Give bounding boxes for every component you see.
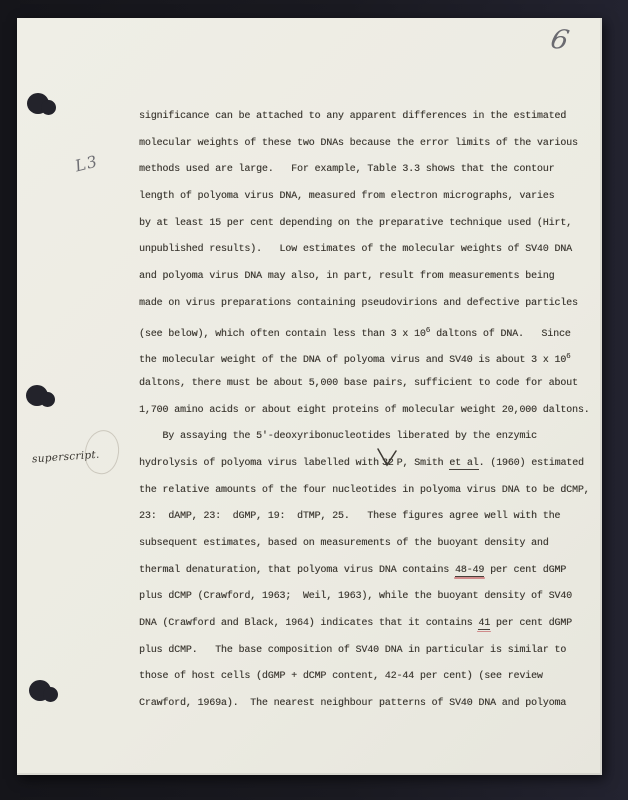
- underlined-et-al: et al: [449, 457, 479, 469]
- faint-pencil-circle: [80, 427, 124, 478]
- margin-note-l3: L3: [73, 151, 100, 176]
- text-line: by at least 15 per cent depending on the preparative technique used (Hirt,: [139, 217, 572, 229]
- text-line: plus dCMP. The base composition of SV40 DNA in particular is similar to: [139, 644, 567, 656]
- text-line: the relative amounts of the four nucleotides in polyoma virus DNA to be dCMP,: [139, 484, 590, 496]
- red-underlined-value: 48-49: [454, 564, 485, 576]
- hole-circle: [41, 100, 56, 115]
- hole-circle: [40, 392, 55, 407]
- text-line: unpublished results). Low estimates of the molecular weights of SV40 DNA: [139, 244, 572, 256]
- red-underlined-value: 41: [478, 618, 491, 630]
- text-line: plus dCMP (Crawford, 1963; Weil, 1963), while the buoyant density of SV40: [139, 591, 572, 603]
- text-segment: the molecular weight of the DNA of polyoma virus and SV40 is about 3 x 10: [139, 355, 567, 367]
- text-line: and polyoma virus DNA may also, in part, result from measurements being: [139, 271, 555, 283]
- text-line: made on virus preparations containing pseudovirions and defective particles: [139, 297, 578, 309]
- document-page: [17, 18, 602, 775]
- text-line: length of polyoma virus DNA, measured from electron micrographs, varies: [139, 191, 555, 203]
- text-line: subsequent estimates, based on measurements of the buoyant density and: [139, 538, 549, 549]
- text-line: By assaying the 5'-deoxyribonucleotides liberated by the enzymic: [139, 431, 537, 443]
- superscript-exponent: 6: [425, 326, 431, 335]
- text-line: 23: dAMP, 23: dGMP, 19: dTMP, 25. These figures agree well with the: [139, 511, 561, 523]
- text-line: those of host cells (dGMP + dCMP content, 42-44 per cent) (see review: [139, 671, 543, 683]
- typewritten-text: [139, 104, 607, 718]
- margin-note-superscript: superscript.: [31, 448, 100, 466]
- text-segment: DNA (Crawford and Black, 1964) indicates that it contains: [139, 618, 479, 630]
- text-segment: (see below), which often contain less than 3 x 10: [139, 328, 426, 340]
- text-segment: daltons of DNA. Since: [430, 328, 571, 340]
- text-segment: P, Smith: [396, 457, 450, 469]
- text-line: [139, 611, 607, 638]
- text-line: [139, 451, 607, 478]
- text-segment: thermal denaturation, that polyoma virus DNA contains: [139, 564, 455, 576]
- text-segment: per cent dGMP: [484, 564, 567, 576]
- text-line: Crawford, 1969a). The nearest neighbour patterns of SV40 DNA and polyoma: [139, 698, 567, 710]
- text-line: methods used are large. For example, Table 3.3 shows that the contour: [139, 164, 555, 176]
- text-line: molecular weights of these two DNAs because the error limits of the various: [139, 137, 578, 149]
- text-line: significance can be attached to any apparent differences in the estimated: [139, 111, 567, 122]
- text-segment: . (1960) estimated: [478, 457, 584, 469]
- text-line: [139, 344, 607, 371]
- text-line: 1,700 amino acids or about eight proteins of molecular weight 20,000 daltons.: [139, 404, 590, 416]
- superscript-exponent: 6: [566, 353, 571, 362]
- text-line: daltons, there must be about 5,000 base pairs, sufficient to code for about: [139, 377, 578, 389]
- page-number-annotation: 6: [547, 23, 572, 57]
- text-line: [139, 558, 607, 585]
- text-line: [139, 318, 607, 345]
- text-segment: per cent dGMP: [490, 618, 572, 630]
- superscript-caret-mark: [379, 451, 397, 478]
- hole-circle: [43, 687, 58, 702]
- text-segment: hydrolysis of polyoma virus labelled with: [139, 457, 379, 469]
- isotope-number: 32: [381, 457, 394, 469]
